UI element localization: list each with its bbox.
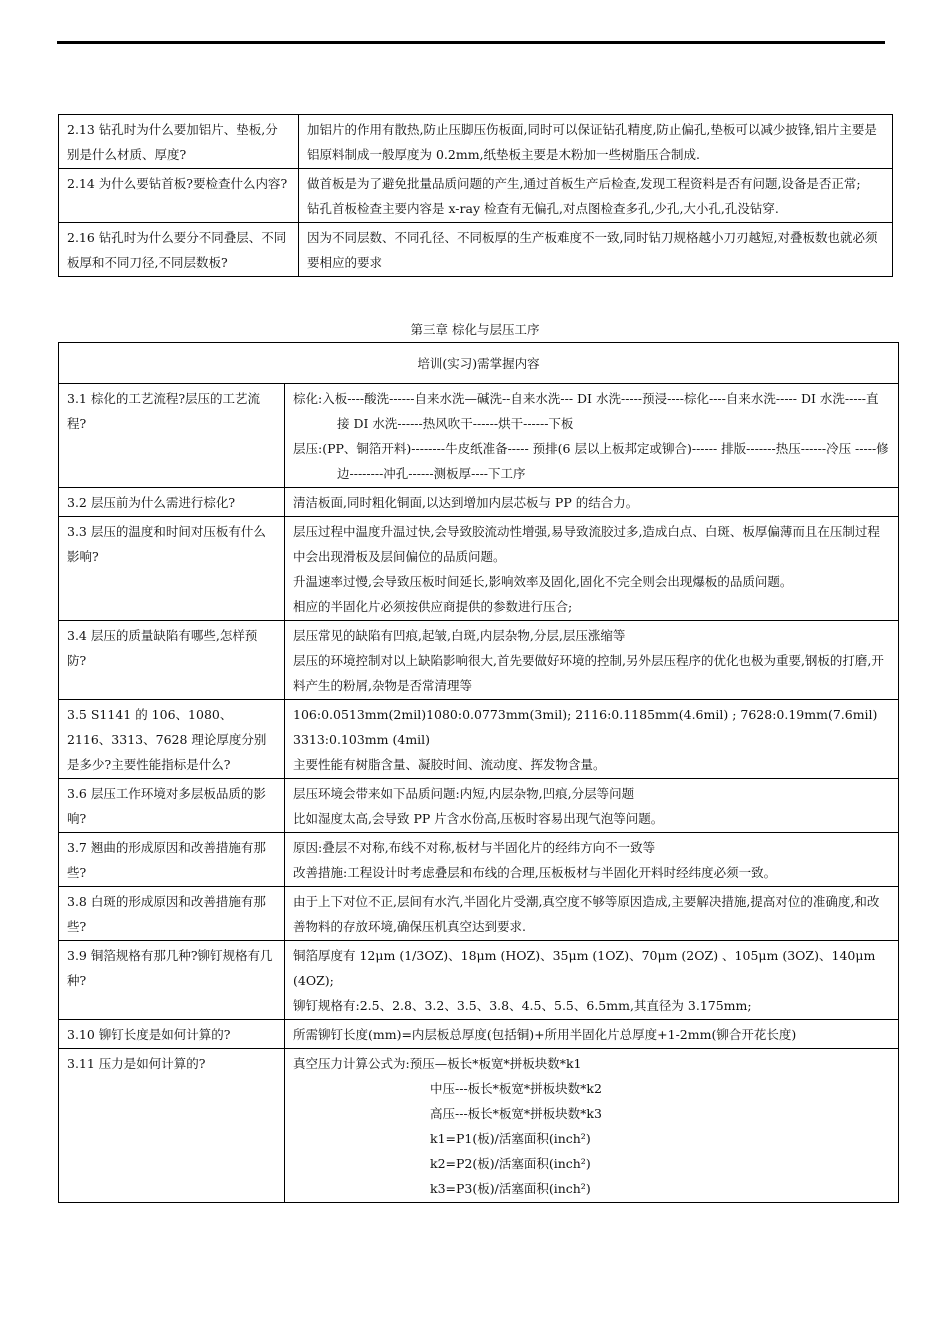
answer-cell: 层压过程中温度升温过快,会导致胶流动性增强,易导致流胶过多,造成白点、白斑、板厚偏薄而且在压制过程中会出现滑板及层间偏位的品质问题。 升温速率过慢,会导致压板时间延长,影响效率及固化,固化不完全则会出现爆板的品质问题。 相应的半固化片必须按供应商提供的参数进行压合; (285, 517, 899, 621)
answer-cell: 加铝片的作用有散热,防止压脚压伤板面,同时可以保证钻孔精度,防止偏孔,垫板可以减少披锋,铝片主要是铝原料制成一般厚度为 0.2mm,纸垫板主要是木粉加一些树脂压合制成. (299, 115, 893, 169)
answer-cell: 原因:叠层不对称,布线不对称,板材与半固化片的经纬方向不一致等 改善措施:工程设计时考虑叠层和布线的合理,压板板材与半固化开料时经纬度必须一致。 (285, 833, 899, 887)
answer-cell: 做首板是为了避免批量品质问题的产生,通过首板生产后检查,发现工程资料是否有问题,设备是否正常; 钻孔首板检查主要内容是 x-ray 检查有无偏孔,对点图检查多孔,少孔,大小孔,孔没钻穿. (299, 169, 893, 223)
answer-cell: 由于上下对位不正,层间有水汽,半固化片受潮,真空度不够等原因造成,主要解决措施,提高对位的准确度,和改善物料的存放环境,确保压机真空达到要求. (285, 887, 899, 941)
answer-cell: 所需铆钉长度(mm)=内层板总厚度(包括铜)+所用半固化片总厚度+1-2mm(铆合开花长度) (285, 1020, 899, 1049)
table-row (59, 941, 899, 1020)
table-header: 培训(实习)需掌握内容 (59, 343, 899, 384)
table-row (59, 700, 899, 779)
question-cell: 3.5 S1141 的 106、1080、2116、3313、7628 理论厚度分别是多少?主要性能指标是什么? (59, 700, 285, 779)
question-cell: 3.9 铜箔规格有那几种?铆钉规格有几种? (59, 941, 285, 1020)
table-row (59, 384, 899, 488)
table-row (59, 517, 899, 621)
table-row (59, 1020, 899, 1049)
answer-cell: 棕化:入板----酸洗------自来水洗—碱洗--自来水洗--- DI 水洗-----预浸----棕化----自来水洗----- DI 水洗-----直接 DI 水洗------热风吹干------烘干------下板 层压:(PP、铜箔开料)--------牛皮纸准备----- 预排(6 层以上板邦定或铆合)------ 排版-------热压------冷压 -----修边--------冲孔------测板厚----下工序 (285, 384, 899, 488)
answer-cell: 层压环境会带来如下品质问题:内短,内层杂物,凹痕,分层等问题 比如湿度太高,会导致 PP 片含水份高,压板时容易出现气泡等问题。 (285, 779, 899, 833)
answer-cell: 铜箔厚度有 12μm (1/3OZ)、18μm (HOZ)、35μm (1OZ)、70μm (2OZ) 、105μm (3OZ)、140μm (4OZ); 铆钉规格有:2.5、2.8、3.2、3.5、3.8、4.5、5.5、6.5mm,其直径为 3.175mm; (285, 941, 899, 1020)
question-cell: 3.3 层压的温度和时间对压板有什么影响? (59, 517, 285, 621)
question-cell: 2.14 为什么要钻首板?要检查什么内容? (59, 169, 299, 223)
answer-cell: 因为不同层数、不同孔径、不同板厚的生产板难度不一致,同时钻刀规格越小刀刃越短,对叠板数也就必须要相应的要求 (299, 223, 893, 277)
question-cell: 3.4 层压的质量缺陷有哪些,怎样预防? (59, 621, 285, 700)
table-row (59, 833, 899, 887)
answer-cell: 真空压力计算公式为:预压—板长*板宽*拼板块数*k1 中压---板长*板宽*拼板块数*k2 高压---板长*板宽*拼板块数*k3 k1=P1(板)/活塞面积(inch²) k2=P2(板)/活塞面积(inch²) k3=P3(板)/活塞面积(inch²) (285, 1049, 899, 1203)
table-row (59, 1049, 899, 1203)
table-row (59, 169, 893, 223)
question-cell: 3.11 压力是如何计算的? (59, 1049, 285, 1203)
table-row (59, 887, 899, 941)
table-row (59, 223, 893, 277)
table-header-row (59, 343, 899, 384)
question-cell: 3.10 铆钉长度是如何计算的? (59, 1020, 285, 1049)
question-cell: 3.1 棕化的工艺流程?层压的工艺流程? (59, 384, 285, 488)
qa-table-drilling (58, 114, 893, 277)
page-top-rule (57, 41, 885, 44)
question-cell: 2.16 钻孔时为什么要分不同叠层、不同板厚和不同刀径,不同层数板? (59, 223, 299, 277)
table-row (59, 115, 893, 169)
answer-cell: 清洁板面,同时粗化铜面,以达到增加内层芯板与 PP 的结合力。 (285, 488, 899, 517)
table-row (59, 779, 899, 833)
question-cell: 2.13 钻孔时为什么要加铝片、垫板,分别是什么材质、厚度? (59, 115, 299, 169)
question-cell: 3.6 层压工作环境对多层板品质的影响? (59, 779, 285, 833)
question-cell: 3.7 翘曲的形成原因和改善措施有那些? (59, 833, 285, 887)
table-row (59, 488, 899, 517)
question-cell: 3.8 白斑的形成原因和改善措施有那些? (59, 887, 285, 941)
question-cell: 3.2 层压前为什么需进行棕化? (59, 488, 285, 517)
qa-table-lamination (58, 342, 899, 1203)
table-row (59, 621, 899, 700)
answer-cell: 层压常见的缺陷有凹痕,起皱,白斑,内层杂物,分层,层压涨缩等 层压的环境控制对以上缺陷影响很大,首先要做好环境的控制,另外层压程序的优化也极为重要,钢板的打磨,开料产生的粉屑,杂物是否常清理等 (285, 621, 899, 700)
answer-cell: 106:0.0513mm(2mil)1080:0.0773mm(3mil); 2116:0.1185mm(4.6mil) ; 7628:0.19mm(7.6mil) 3313:0.103mm (4mil) 主要性能有树脂含量、凝胶时间、流动度、挥发物含量。 (285, 700, 899, 779)
chapter-title: 第三章 棕化与层压工序 (410, 322, 540, 337)
